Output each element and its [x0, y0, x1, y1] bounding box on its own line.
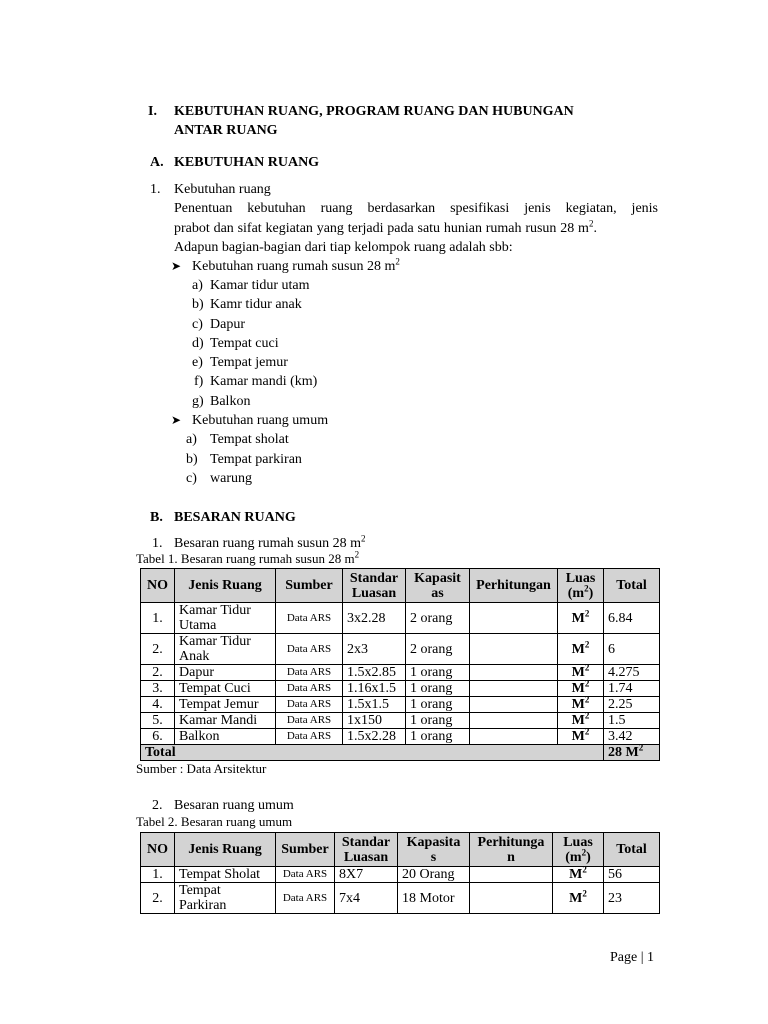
cell-kapasitas: 1 orang [406, 697, 470, 713]
bullet-2-item-letter: a) [186, 432, 197, 447]
cell-jenis: Tempat Cuci [175, 681, 276, 697]
cell-jenis: Tempat Jemur [175, 697, 276, 713]
bullet-2-item-text: warung [210, 471, 252, 486]
bullet-1-item-letter: c) [192, 317, 203, 332]
cell-luas-sup: 2 [584, 607, 590, 618]
cell-standar: 7x4 [335, 883, 398, 914]
cell-total: 4.275 [604, 665, 660, 681]
cell-luas-sup: 2 [582, 864, 587, 875]
table2-header-luas-1: Luas [563, 834, 593, 850]
b-item-1-sup: 2 [361, 533, 366, 544]
table1-total-value [604, 742, 660, 761]
paragraph-line1: Penentuan kebutuhan ruang berdasarkan spesifikasi jenis kegiatan, jenis [174, 201, 658, 216]
cell-no: 2. [141, 634, 175, 665]
cell-jenis-2: Utama [179, 618, 217, 633]
cell-perhitungan [470, 867, 553, 883]
table-row [141, 729, 660, 745]
bullet-1-item-letter: a) [192, 278, 203, 293]
bullet-2-item-text: Tempat parkiran [210, 452, 302, 467]
cell-kapasitas: 1 orang [406, 713, 470, 729]
table1-total-value-text: 28 M [608, 745, 639, 760]
table1-header-luas-3: ) [588, 585, 594, 601]
b-item-1-label: Besaran ruang rumah susun 28 m [174, 536, 362, 551]
section-a-title: KEBUTUHAN RUANG [174, 155, 320, 170]
table2-header-luas [553, 833, 604, 867]
cell-total: 6.84 [604, 603, 660, 634]
item-1-title: Kebutuhan ruang [174, 182, 271, 197]
table1 [140, 568, 660, 761]
cell-luas-sup: 2 [584, 694, 590, 705]
table2-header-luas-2: (m [565, 849, 582, 865]
table1-header-kapasitas-1: Kapasit [414, 570, 461, 586]
bullet-1-label: Kebutuhan ruang rumah susun 28 m [192, 259, 396, 274]
table1-total-row [141, 745, 660, 761]
cell-no: 2. [141, 883, 175, 914]
cell-perhitungan [470, 603, 558, 634]
table1-header-jenis: Jenis Ruang [175, 569, 276, 603]
table2-header-standar-2: Luasan [343, 849, 389, 865]
table1-header-luas [558, 569, 604, 603]
page-number: Page | 1 [610, 950, 655, 965]
table1-header-perhitungan: Perhitungan [470, 569, 558, 603]
table2-header-standar-1: Standar [341, 834, 391, 850]
table2-header-perhitungan-2: n [507, 849, 515, 865]
bullet-1-item-letter: d) [192, 336, 204, 351]
heading-number: I. [148, 104, 157, 119]
cell-luas [558, 634, 604, 665]
cell-standar: 1.5x2.85 [343, 665, 406, 681]
cell-luas-unit: M [571, 610, 585, 626]
table2-header-kapasitas-1: Kapasita [406, 834, 461, 850]
cell-luas [558, 662, 604, 681]
table1-header-total: Total [604, 569, 660, 603]
cell-sumber: Data ARS [276, 867, 335, 883]
cell-jenis-1: Kamar Tidur [179, 603, 251, 618]
cell-kapasitas: 1 orang [406, 665, 470, 681]
bullet-1-item-letter: f) [194, 374, 204, 389]
cell-total: 3.42 [604, 729, 660, 745]
table1-header-standar-1: Standar [349, 570, 399, 586]
table2-header-sumber: Sumber [276, 833, 335, 867]
cell-standar: 1.5x2.28 [343, 729, 406, 745]
table-row [141, 713, 660, 729]
table1-header-luas-1: Luas [565, 570, 596, 586]
bullet-2-item-text: Tempat sholat [210, 432, 289, 447]
cell-luas-unit: M [571, 665, 585, 680]
table1-caption [136, 551, 359, 567]
cell-sumber: Data ARS [276, 603, 343, 634]
cell-perhitungan [470, 681, 558, 697]
table2-header-row [141, 833, 660, 867]
cell-standar: 8X7 [335, 867, 398, 883]
table1-total-label: Total [141, 745, 604, 761]
table1-header-sumber: Sumber [276, 569, 343, 603]
table-row [141, 665, 660, 681]
cell-no: 2. [141, 665, 175, 681]
cell-sumber: Data ARS [276, 713, 343, 729]
table1-header-row [141, 569, 660, 603]
cell-luas-sup: 2 [584, 710, 590, 721]
cell-standar: 1.16x1.5 [343, 681, 406, 697]
cell-kapasitas: 1 orang [406, 681, 470, 697]
table2-header-luas-3: ) [586, 849, 591, 865]
cell-jenis: Balkon [175, 729, 276, 745]
table2-header-perhitungan [470, 833, 553, 867]
paragraph-line2-text: prabot dan sifat kegiatan yang terjadi pada satu hunian rumah rusun 28 m [174, 221, 589, 236]
section-a-letter: A. [150, 155, 164, 170]
cell-jenis-2: Anak [179, 649, 210, 664]
table2-header-jenis: Jenis Ruang [175, 833, 276, 867]
table1-header-standar [343, 569, 406, 603]
bullet-1-item-text: Kamar tidur utam [210, 278, 310, 293]
cell-standar: 1.5x1.5 [343, 697, 406, 713]
cell-total: 1.74 [604, 681, 660, 697]
cell-total: 1.5 [604, 713, 660, 729]
cell-jenis [175, 603, 276, 634]
cell-sumber: Data ARS [276, 665, 343, 681]
bullet-1-sup: 2 [395, 256, 400, 267]
table2-caption: Tabel 2. Besaran ruang umum [136, 814, 293, 829]
arrow-bullet-icon: ➤ [171, 413, 182, 427]
table2-header-kapasitas [398, 833, 470, 867]
cell-luas-unit: M [571, 729, 585, 744]
cell-perhitungan [470, 634, 558, 665]
item-1-number: 1. [150, 182, 161, 197]
heading-title-line1: KEBUTUHAN RUANG, PROGRAM RUANG DAN HUBUNGAN [174, 104, 574, 119]
cell-perhitungan [470, 883, 553, 914]
section-b-title: BESARAN RUANG [174, 510, 296, 525]
bullet-1-item-text: Tempat cuci [210, 336, 279, 351]
table1-header-luas-2: (m [567, 585, 585, 601]
arrow-bullet-icon: ➤ [171, 259, 182, 273]
cell-luas [558, 694, 604, 713]
cell-luas [558, 603, 604, 634]
cell-sumber: Data ARS [276, 697, 343, 713]
cell-jenis [175, 634, 276, 665]
cell-luas-unit: M [571, 641, 585, 657]
table1-header-no: NO [141, 569, 175, 603]
b-item-2-number: 2. [152, 798, 163, 813]
cell-perhitungan [470, 729, 558, 745]
bullet-2-item-letter: b) [186, 452, 198, 467]
table2-header-perhitungan-1: Perhitunga [477, 834, 545, 850]
cell-luas-unit: M [571, 713, 585, 728]
cell-luas [553, 864, 604, 883]
cell-sumber: Data ARS [276, 634, 343, 665]
cell-luas-unit: M [569, 867, 583, 882]
paragraph-line3: Adapun bagian-bagian dari tiap kelompok ruang adalah sbb: [174, 240, 513, 255]
cell-luas-sup: 2 [582, 887, 587, 898]
cell-no: 1. [141, 603, 175, 634]
bullet-1-item-text: Kamr tidur anak [210, 297, 302, 312]
b-item-2-text: Besaran ruang umum [174, 798, 294, 813]
bullet-1-item-text: Balkon [210, 394, 251, 409]
cell-kapasitas: 2 orang [406, 634, 470, 665]
bullet-2-text: Kebutuhan ruang umum [192, 413, 329, 428]
table-row [141, 697, 660, 713]
cell-kapasitas: 18 Motor [398, 883, 470, 914]
cell-jenis: Dapur [175, 665, 276, 681]
cell-jenis-1: Kamar Tidur [179, 634, 251, 649]
cell-kapasitas: 1 orang [406, 729, 470, 745]
bullet-1-text [192, 257, 400, 276]
table-row [141, 634, 660, 665]
cell-perhitungan [470, 713, 558, 729]
table1-header-luas-sup: 2 [584, 582, 589, 593]
paragraph-line2 [174, 219, 658, 238]
table2-header-kapasitas-2: s [430, 849, 437, 865]
table-row [141, 603, 660, 634]
cell-jenis: Kamar Mandi [175, 713, 276, 729]
cell-luas [558, 726, 604, 745]
cell-luas-sup: 2 [584, 678, 590, 689]
cell-sumber: Data ARS [276, 681, 343, 697]
cell-luas-sup: 2 [584, 726, 590, 737]
cell-kapasitas: 2 orang [406, 603, 470, 634]
table-row [141, 883, 660, 914]
cell-perhitungan [470, 697, 558, 713]
table2-header-total: Total [604, 833, 660, 867]
table-row [141, 681, 660, 697]
heading-title-line2: ANTAR RUANG [174, 123, 278, 138]
table1-source: Sumber : Data Arsitektur [136, 761, 267, 776]
cell-standar: 1x150 [343, 713, 406, 729]
cell-jenis-2: Parkiran [179, 898, 227, 913]
cell-standar: 2x3 [343, 634, 406, 665]
table1-header-kapasitas [406, 569, 470, 603]
table2-header-standar [335, 833, 398, 867]
cell-luas-unit: M [569, 890, 583, 906]
bullet-2-item-letter: c) [186, 471, 197, 486]
bullet-1-item-letter: e) [192, 355, 203, 370]
paragraph-line2-sup: 2 [588, 218, 594, 229]
table1-header-standar-2: Luasan [351, 585, 397, 601]
cell-sumber: Data ARS [276, 729, 343, 745]
cell-no: 6. [141, 729, 175, 745]
cell-no: 3. [141, 681, 175, 697]
bullet-1-item-text: Dapur [210, 317, 245, 332]
cell-luas-sup: 2 [584, 662, 590, 673]
table-row [141, 867, 660, 883]
cell-no: 5. [141, 713, 175, 729]
cell-total: 2.25 [604, 697, 660, 713]
cell-jenis: Tempat Sholat [175, 867, 276, 883]
table2 [140, 832, 660, 914]
cell-sumber: Data ARS [276, 883, 335, 914]
cell-luas [558, 678, 604, 697]
section-b-letter: B. [150, 510, 163, 525]
table2-header-luas-sup: 2 [581, 846, 587, 857]
paragraph-line2-end: . [593, 221, 597, 236]
cell-no: 4. [141, 697, 175, 713]
table2-header-no: NO [141, 833, 175, 867]
table1-caption-sup: 2 [354, 549, 360, 560]
cell-luas-unit: M [571, 697, 585, 712]
cell-luas-sup: 2 [584, 638, 590, 649]
table1-caption-text: Tabel 1. Besaran ruang rumah susun 28 m [136, 551, 355, 566]
bullet-1-item-letter: b) [192, 297, 204, 312]
cell-kapasitas: 20 Orang [398, 867, 470, 883]
cell-jenis-1: Tempat [179, 883, 221, 898]
cell-total: 6 [604, 634, 660, 665]
cell-total: 23 [604, 883, 660, 914]
cell-luas [558, 710, 604, 729]
bullet-1-item-text: Tempat jemur [210, 355, 288, 370]
bullet-1-item-text: Kamar mandi (km) [210, 374, 318, 389]
cell-jenis [175, 883, 276, 914]
cell-no: 1. [141, 867, 175, 883]
cell-standar: 3x2.28 [343, 603, 406, 634]
cell-total: 56 [604, 867, 660, 883]
b-item-1-number: 1. [152, 536, 163, 551]
cell-luas [553, 883, 604, 914]
cell-perhitungan [470, 665, 558, 681]
table1-total-sup: 2 [638, 742, 644, 753]
cell-luas-unit: M [571, 681, 585, 696]
bullet-1-item-letter: g) [192, 394, 204, 409]
table1-header-kapasitas-2: as [431, 585, 444, 601]
